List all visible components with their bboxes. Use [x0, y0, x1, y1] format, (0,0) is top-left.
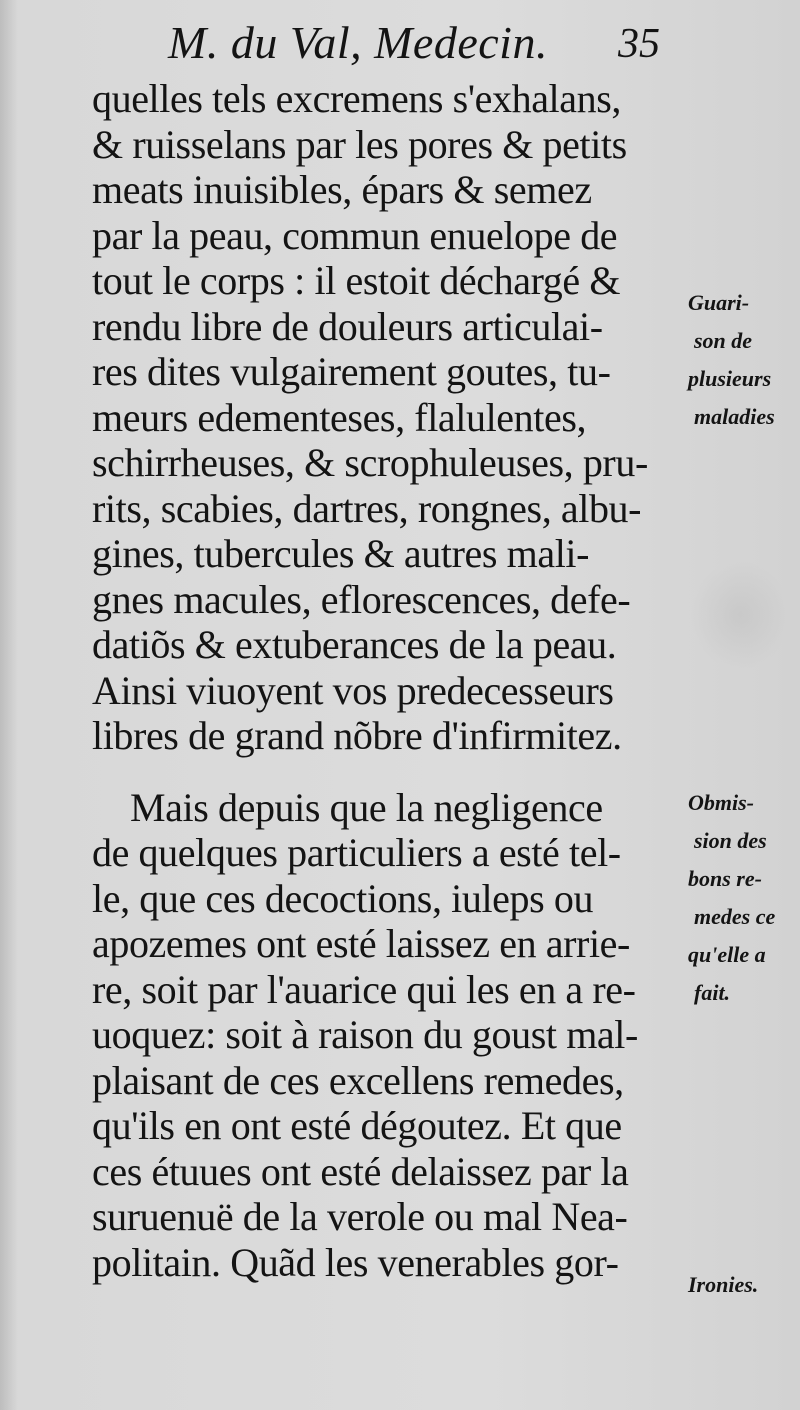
- margin-note-line: bons re-: [688, 866, 762, 891]
- margin-note-line: fait.: [694, 980, 731, 1005]
- text-line: rendu libre de douleurs articulai-: [92, 303, 603, 349]
- text-line: suruenuë de la verole ou mal Nea-: [92, 1194, 628, 1239]
- margin-note-line: Guari-: [688, 290, 750, 315]
- margin-note-line: son de: [694, 328, 753, 353]
- margin-note: [688, 284, 798, 436]
- paragraph-first-line: Mais depuis que la negligence: [130, 784, 603, 830]
- text-line: ces étuues ont esté delaissez par la: [92, 1148, 629, 1194]
- text-line: apozemes ont esté laissez en arrie-: [92, 921, 630, 966]
- page-number: 35: [618, 21, 660, 67]
- text-line: gnes macules, eflorescences, defe-: [92, 576, 631, 622]
- body-text: [92, 76, 672, 1285]
- text-line: gines, tubercules & autres mali-: [92, 531, 590, 576]
- text-line: qu'ils en ont esté dégoutez. Et que: [92, 1103, 622, 1148]
- text-line: libres de grand nõbre d'infirmitez.: [92, 713, 622, 758]
- text-line: le, que ces decoctions, iuleps ou: [92, 875, 594, 921]
- text-line: uoquez: soit à raison du goust mal-: [92, 1012, 638, 1057]
- margin-note-line: medes ce: [694, 904, 776, 929]
- margin-note-line: Obmis-: [688, 790, 754, 815]
- text-line: re, soit par l'auarice qui les en a re-: [92, 966, 636, 1012]
- margin-note: [688, 1266, 798, 1304]
- text-line: meats inuisibles, épars & semez: [92, 167, 592, 212]
- text-line: plaisant de ces excellens remedes,: [92, 1057, 624, 1103]
- text-line: tout le corps : il estoit déchargé &: [92, 258, 621, 303]
- margin-note: [688, 784, 798, 1012]
- page-header: [160, 14, 680, 74]
- text-line: quelles tels excremens s'exhalans,: [92, 76, 621, 121]
- text-line: & ruisselans par les pores & petits: [92, 121, 627, 167]
- text-line: res dites vulgairement goutes, tu-: [92, 349, 611, 394]
- text-line: datiõs & extuberances de la peau.: [92, 622, 617, 667]
- margin-note-line: maladies: [694, 404, 775, 429]
- paragraph-gap: [92, 759, 672, 785]
- text-line: politain. Quãd les venerables gor-: [92, 1239, 619, 1285]
- margin-note-line: sion des: [694, 828, 767, 853]
- running-head: M. du Val, Medecin.: [168, 17, 548, 68]
- margin-note-line: plusieurs: [688, 366, 772, 391]
- text-line: par la peau, commun enuelope de: [92, 212, 618, 258]
- margin-note-line: qu'elle a: [688, 942, 766, 967]
- text-line: de quelques particuliers a esté tel-: [92, 830, 621, 875]
- text-line: rits, scabies, dartres, rongnes, albu-: [92, 485, 642, 531]
- text-line: schirrheuses, & scrophuleuses, pru-: [92, 440, 648, 485]
- text-line: Ainsi viuoyent vos predecesseurs: [92, 667, 614, 713]
- margin-note-line: Ironies.: [688, 1272, 759, 1297]
- text-line: meurs edementeses, flalulentes,: [92, 394, 587, 440]
- show-through-smudge: [690, 560, 790, 670]
